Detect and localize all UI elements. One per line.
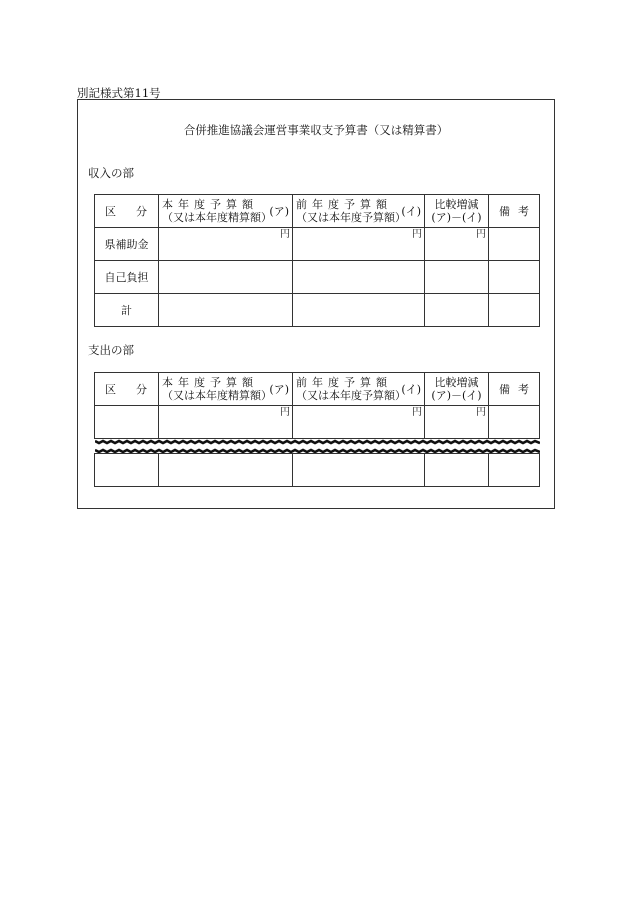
header-category: 区 分 xyxy=(95,373,159,406)
form-frame xyxy=(77,99,555,509)
remarks-cell xyxy=(489,228,540,261)
table-row xyxy=(95,261,540,294)
document-title: 合併推進協議会運営事業収支予算書（又は精算書） xyxy=(183,123,449,137)
header-remarks: 備 考 xyxy=(489,373,540,406)
header-category: 区 分 xyxy=(95,195,159,228)
row-label: 計 xyxy=(95,294,159,327)
current-amount-cell: 円 xyxy=(159,228,293,261)
current-amount-cell: 円 xyxy=(159,406,293,439)
header-current-amount: 本年度予算額 （又は本年度精算額） (ア) xyxy=(159,195,293,228)
omission-break-mark xyxy=(95,439,540,454)
table-row xyxy=(95,454,540,487)
header-current-amount: 本年度予算額 （又は本年度精算額） (ア) xyxy=(159,373,293,406)
previous-amount-cell: 円 xyxy=(293,406,425,439)
comparison-cell xyxy=(425,294,489,327)
form-number: 別記様式第11号 xyxy=(77,86,161,100)
remarks-cell xyxy=(489,406,540,439)
table-break-row xyxy=(95,439,540,454)
remarks-cell xyxy=(489,454,540,487)
income-section-label: 収入の部 xyxy=(88,166,134,180)
income-header-row xyxy=(95,195,540,228)
header-previous-amount: 前年度予算額 （又は本年度予算額） (イ) xyxy=(293,373,425,406)
row-label: 県補助金 xyxy=(95,228,159,261)
remarks-cell xyxy=(489,294,540,327)
header-comparison: 比較増減 (ア)－(イ) xyxy=(425,195,489,228)
income-table xyxy=(94,194,540,327)
previous-amount-cell xyxy=(293,454,425,487)
comparison-cell: 円 xyxy=(425,406,489,439)
table-row xyxy=(95,228,540,261)
current-amount-cell xyxy=(159,261,293,294)
header-remarks: 備 考 xyxy=(489,195,540,228)
current-amount-cell xyxy=(159,454,293,487)
table-row xyxy=(95,406,540,439)
previous-amount-cell: 円 xyxy=(293,228,425,261)
header-previous-amount: 前年度予算額 （又は本年度予算額） (イ) xyxy=(293,195,425,228)
table-row xyxy=(95,294,540,327)
current-amount-cell xyxy=(159,294,293,327)
remarks-cell xyxy=(489,261,540,294)
header-comparison: 比較増減 (ア)－(イ) xyxy=(425,373,489,406)
break-line-bottom xyxy=(95,450,540,452)
comparison-cell xyxy=(425,261,489,294)
row-label: 自己負担 xyxy=(95,261,159,294)
expense-table xyxy=(94,372,540,487)
row-label xyxy=(95,454,159,487)
previous-amount-cell xyxy=(293,261,425,294)
expense-section-label: 支出の部 xyxy=(88,343,134,357)
break-line-top xyxy=(95,441,540,443)
expense-header-row xyxy=(95,373,540,406)
previous-amount-cell xyxy=(293,294,425,327)
comparison-cell: 円 xyxy=(425,228,489,261)
row-label xyxy=(95,406,159,439)
comparison-cell xyxy=(425,454,489,487)
wavy-break-lines xyxy=(95,439,540,453)
